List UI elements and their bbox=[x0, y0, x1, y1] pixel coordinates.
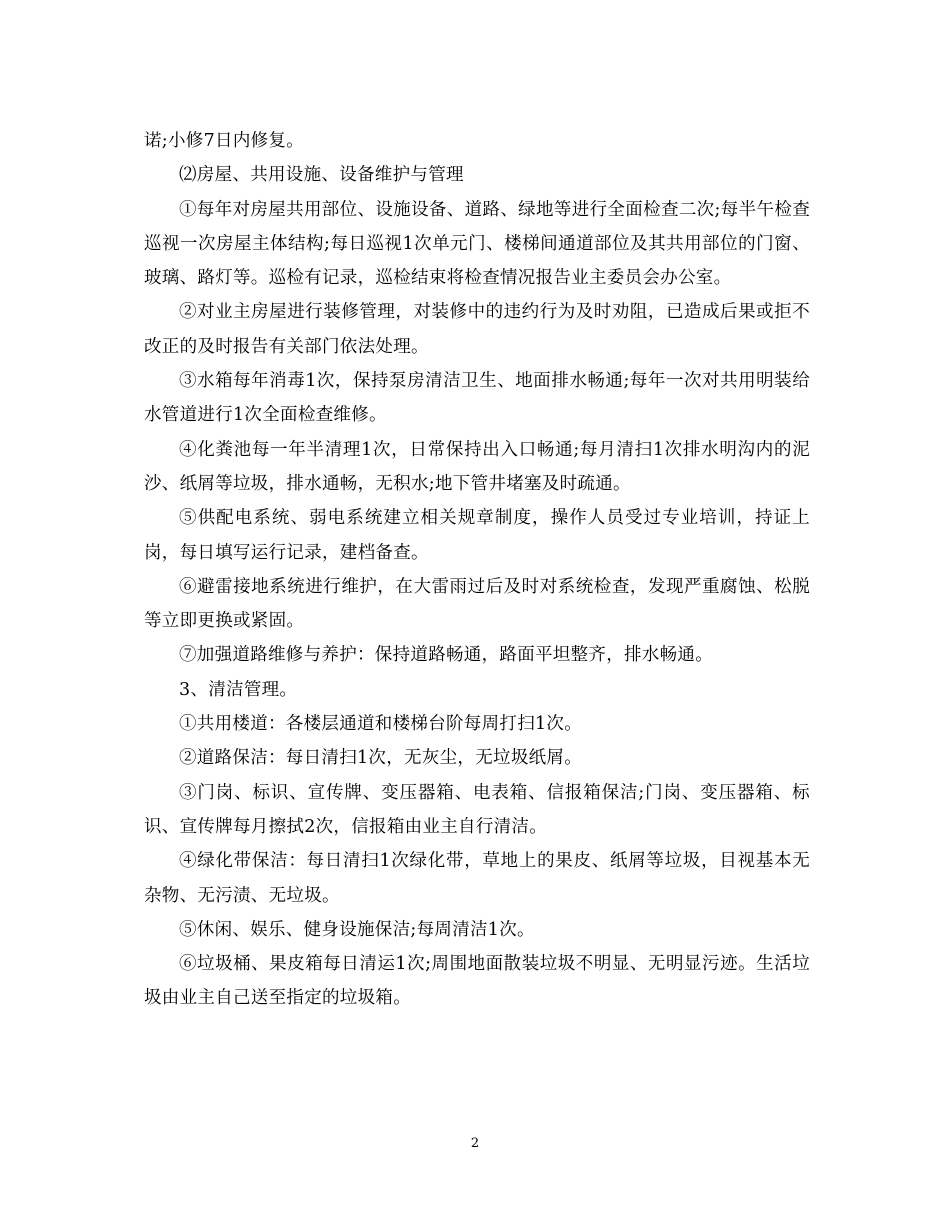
paragraph: ⑥避雷接地系统进行维护，在大雷雨过后及时对系统检查，发现严重腐蚀、松脱等立即更换或紧固。 bbox=[144, 576, 810, 632]
paragraph: ⑤休闲、娱乐、健身设施保洁;每周清洁1次。 bbox=[179, 919, 535, 940]
paragraph: ②道路保洁：每日清扫1次，无灰尘，无垃圾纸屑。 bbox=[179, 748, 583, 769]
document-body bbox=[144, 124, 810, 1016]
paragraph: ④绿化带保洁：每日清扫1次绿化带，草地上的果皮、纸屑等垃圾，目视基本无杂物、无污渍、无垃圾。 bbox=[144, 851, 810, 906]
paragraph: ⑥垃圾桶、果皮箱每日清运1次;周围地面散装垃圾不明显、无明显污迹。生活垃圾由业主自己送至指定的垃圾箱。 bbox=[144, 954, 810, 1009]
paragraph: ④化粪池每一年半清理1次，日常保持出入口畅通;每月清扫1次排水明沟内的泥沙、纸屑等垃圾，排水通畅，无积水;地下管井堵塞及时疏通。 bbox=[144, 439, 810, 494]
paragraph: ③门岗、标识、宣传牌、变压器箱、电表箱、信报箱保洁;门岗、变压器箱、标识、宣传牌每月擦拭2次，信报箱由业主自行清洁。 bbox=[144, 782, 810, 837]
paragraph: ⑤供配电系统、弱电系统建立相关规章制度，操作人员受过专业培训，持证上岗，每日填写运行记录，建档备查。 bbox=[144, 508, 810, 563]
paragraph: ③水箱每年消毒1次，保持泵房清洁卫生、地面排水畅通;每年一次对共用明装给水管道进行1次全面检查维修。 bbox=[144, 371, 810, 426]
paragraph: ①共用楼道：各楼层通道和楼梯台阶每周打扫1次。 bbox=[179, 714, 583, 735]
page-number: 2 bbox=[470, 1136, 480, 1151]
section-heading: ⑵房屋、共用设施、设备维护与管理 bbox=[179, 165, 464, 186]
section-heading: 3、清洁管理。 bbox=[179, 679, 298, 700]
paragraph: ①每年对房屋共用部位、设施设备、道路、绿地等进行全面检查二次;每半午检查巡视一次房屋主体结构;每日巡视1次单元门、楼梯间通道部位及其共用部位的门窗、玻璃、路灯等。巡检有记录，巡检结束将检查情况报告业主委员会办公室。 bbox=[144, 199, 810, 289]
paragraph: 诺;小修7日内修复。 bbox=[144, 131, 305, 151]
paragraph: ②对业主房屋进行装修管理，对装修中的违约行为及时劝阻，已造成后果或拒不改正的及时报告有关部门依法处理。 bbox=[144, 302, 810, 357]
paragraph: ⑦加强道路维修与养护：保持道路畅通，路面平坦整齐，排水畅通。 bbox=[179, 645, 713, 666]
